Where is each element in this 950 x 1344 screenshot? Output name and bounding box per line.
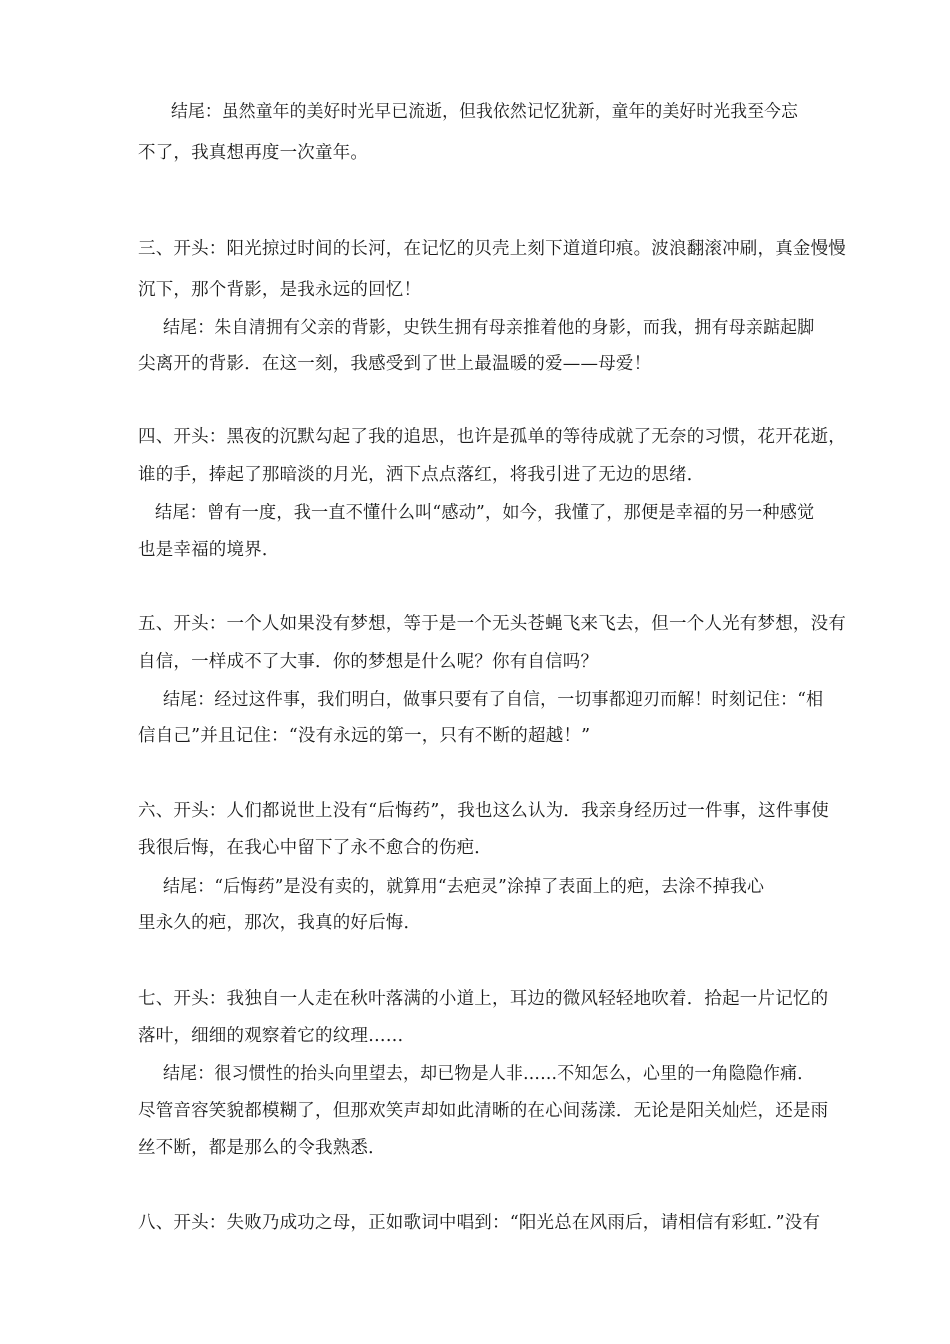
paragraph-line: 不了，我真想再度一次童年。 <box>138 143 369 163</box>
paragraph-line: 自信，一样成不了大事．你的梦想是什么呢？你有自信吗？ <box>138 652 599 672</box>
paragraph-line: 六、开头：人们都说世上没有“后悔药”，我也这么认为．我亲身经历过一件事，这件事使 <box>138 801 829 821</box>
paragraph-line: 结尾：虽然童年的美好时光早已流逝，但我依然记忆犹新，童年的美好时光我至今忘 <box>171 102 799 122</box>
paragraph-line: 沉下，那个背影，是我永远的回忆！ <box>138 280 422 300</box>
paragraph-line: 也是幸福的境界． <box>138 540 280 560</box>
paragraph-line: 谁的手，捧起了那暗淡的月光，洒下点点落红，将我引进了无边的思绪． <box>138 465 705 485</box>
paragraph-line: 落叶，细细的观察着它的纹理…… <box>138 1026 404 1046</box>
paragraph-line: 结尾：曾有一度，我一直不懂什么叫“感动”，如今，我懂了，那便是幸福的另一种感觉 <box>155 503 815 523</box>
paragraph-line: 五、开头：一个人如果没有梦想，等于是一个无头苍蝇飞来飞去，但一个人光有梦想，没有 <box>138 614 846 634</box>
paragraph-line: 尖离开的背影．在这一刻，我感受到了世上最温暖的爱——母爱！ <box>138 354 652 374</box>
paragraph-line: 我很后悔，在我心中留下了永不愈合的伤疤． <box>138 838 492 858</box>
paragraph-line: 结尾：很习惯性的抬头向里望去，却已物是人非……不知怎么，心里的一角隐隐作痛． <box>163 1064 815 1084</box>
paragraph-line: 结尾：经过这件事，我们明白，做事只要有了自信，一切事都迎刃而解！时刻记住：“相 <box>163 690 824 710</box>
paragraph-line: 结尾：“后悔药”是没有卖的，就算用“去疤灵”涂掉了表面上的疤，去涂不掉我心 <box>163 877 765 897</box>
paragraph-line: 八、开头：失败乃成功之母，正如歌词中唱到：“阳光总在风雨后，请相信有彩虹．”没有 <box>138 1213 821 1233</box>
paragraph-line: 里永久的疤，那次，我真的好后悔． <box>138 913 422 933</box>
paragraph-line: 三、开头：阳光掠过时间的长河，在记忆的贝壳上刻下道道印痕。波浪翻滚冲刷，真金慢慢 <box>138 239 846 259</box>
paragraph-line: 信自己”并且记住：“没有永远的第一，只有不断的超越！” <box>138 726 591 746</box>
paragraph-line: 四、开头：黑夜的沉默勾起了我的追思，也许是孤单的等待成就了无奈的习惯，花开花逝， <box>138 427 846 447</box>
paragraph-line: 丝不断，都是那么的令我熟悉． <box>138 1138 386 1158</box>
paragraph-line: 结尾：朱自清拥有父亲的背影，史铁生拥有母亲推着他的身影，而我，拥有母亲踮起脚 <box>163 318 815 338</box>
paragraph-line: 七、开头：我独自一人走在秋叶落满的小道上，耳边的微风轻轻地吹着．拾起一片记忆的 <box>138 989 829 1009</box>
paragraph-line: 尽管音容笑貌都模糊了，但那欢笑声却如此清晰的在心间荡漾．无论是阳关灿烂，还是雨 <box>138 1101 829 1121</box>
